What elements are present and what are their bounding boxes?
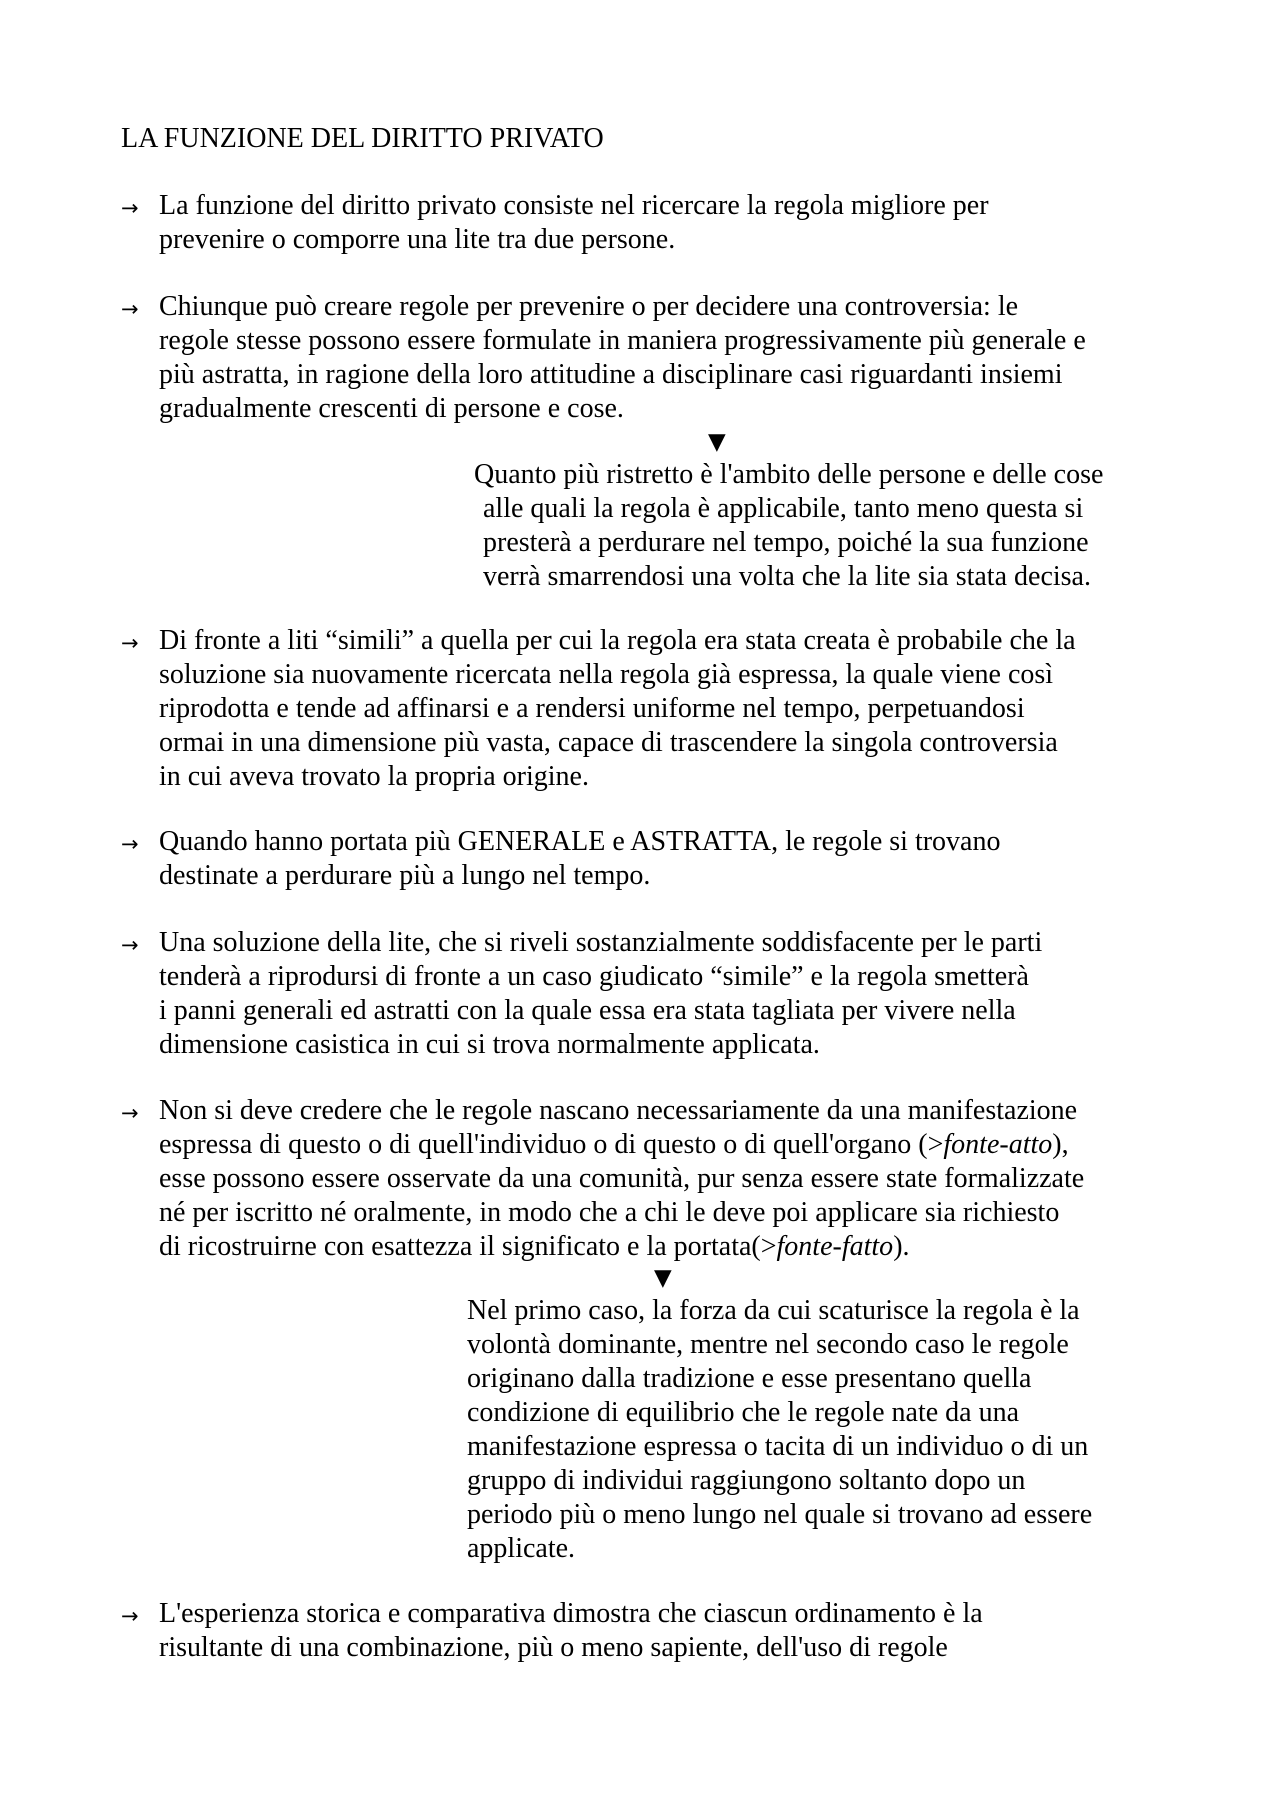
paragraph-text [159,1094,1189,1264]
text-line: prevenire o comporre una lite tra due persone. [159,224,676,255]
paragraph-text [159,189,1189,257]
fonte-fatto-term: fonte-fatto [776,1231,894,1262]
text-line: dimensione casistica in cui si trova normalmente applicata. [159,1029,820,1060]
text-line: Quanto più ristretto è l'ambito delle persone e delle cose [474,459,1104,490]
text-line: La funzione del diritto privato consiste nel ricercare la regola migliore per [159,190,989,221]
text-line: ormai in una dimensione più vasta, capace di trascendere la singola controversia [159,727,1058,758]
paragraph-text [159,1597,1189,1665]
text-run: ). [893,1231,910,1262]
arrow-bullet-icon: → [121,631,139,655]
text-line: alle quali la regola è applicabile, tanto meno questa si [483,493,1084,524]
text-line: manifestazione espressa o tacita di un individuo o di un [467,1431,1089,1462]
text-line: tenderà a riprodursi di fronte a un caso giudicato “simile” e la regola smetterà [159,961,1029,992]
text-run: di ricostruirne con esattezza il significato e la portata(> [159,1231,777,1262]
page-title: LA FUNZIONE DEL DIRITTO PRIVATO [121,123,604,154]
text-line: verrà smarrendosi una volta che la lite sia stata decisa. [483,561,1091,592]
text-line: Una soluzione della lite, che si riveli sostanzialmente soddisfacente per le parti [159,927,1043,958]
text-line: gruppo di individui raggiungono soltanto dopo un [467,1465,1026,1496]
text-line: i panni generali ed astratti con la quale essa era stata tagliata per vivere nella [159,995,1016,1026]
arrow-bullet-icon: → [121,297,139,321]
text-line: periodo più o meno lungo nel quale si trovano ad essere [467,1499,1093,1530]
text-run: espressa di questo o di quell'individuo o di questo o di quell'organo (> [159,1129,944,1160]
text-line: presterà a perdurare nel tempo, poiché la sua funzione [483,527,1089,558]
paragraph-text [159,825,1189,893]
text-line: esse possono essere osservate da una comunità, pur senza essere state formalizzate [159,1163,1085,1194]
text-line: risultante di una combinazione, più o meno sapiente, dell'uso di regole [159,1632,948,1663]
text-line: Non si deve credere che le regole nascano necessariamente da una manifestazione [159,1095,1078,1126]
text-line: in cui aveva trovato la propria origine. [159,761,589,792]
text-line: Nel primo caso, la forza da cui scaturisce la regola è la [467,1295,1080,1326]
arrow-bullet-icon: → [121,1101,139,1125]
text-line: L'esperienza storica e comparativa dimostra che ciascun ordinamento è la [159,1598,983,1629]
text-line [159,1128,1189,1162]
arrow-bullet-icon: → [121,1604,139,1628]
text-run: ), [1052,1129,1069,1160]
text-line: più astratta, in ragione della loro attitudine a disciplinare casi riguardanti insiemi [159,359,1063,390]
text-line: condizione di equilibrio che le regole nate da una [467,1397,1020,1428]
text-line: applicate. [467,1533,576,1564]
text-line [159,1230,1189,1264]
arrow-bullet-icon: → [121,933,139,957]
text-line: originano dalla tradizione e esse presentano quella [467,1363,1032,1394]
text-line: volontà dominante, mentre nel secondo caso le regole [467,1329,1069,1360]
paragraph-text [159,926,1189,1062]
fonte-atto-term: fonte-atto [943,1129,1053,1160]
arrow-bullet-icon: → [121,832,139,856]
paragraph-text [159,290,1189,426]
text-line: soluzione sia nuovamente ricercata nella regola già espressa, la quale viene così [159,659,1054,690]
text-line: Quando hanno portata più GENERALE e ASTRATTA, le regole si trovano [159,826,1001,857]
text-line: riprodotta e tende ad affinarsi e a rendersi uniforme nel tempo, perpetuandosi [159,693,1025,724]
text-line: né per iscritto né oralmente, in modo che a chi le deve poi applicare sia richiesto [159,1197,1060,1228]
text-line: Chiunque può creare regole per prevenire o per decidere una controversia: le [159,291,1019,322]
text-line: Di fronte a liti “simili” a quella per cui la regola era stata creata è probabile che la [159,625,1076,656]
text-line: gradualmente crescenti di persone e cose. [159,393,624,424]
text-line: regole stesse possono essere formulate in maniera progressivamente più generale e [159,325,1086,356]
arrow-bullet-icon: → [121,196,139,220]
side-note [474,458,1103,594]
text-line: destinate a perdurare più a lungo nel tempo. [159,860,651,891]
paragraph-text [159,624,1189,794]
down-triangle-icon: ▼ [708,429,726,455]
down-triangle-icon: ▼ [654,1265,672,1291]
side-note [467,1294,1092,1566]
